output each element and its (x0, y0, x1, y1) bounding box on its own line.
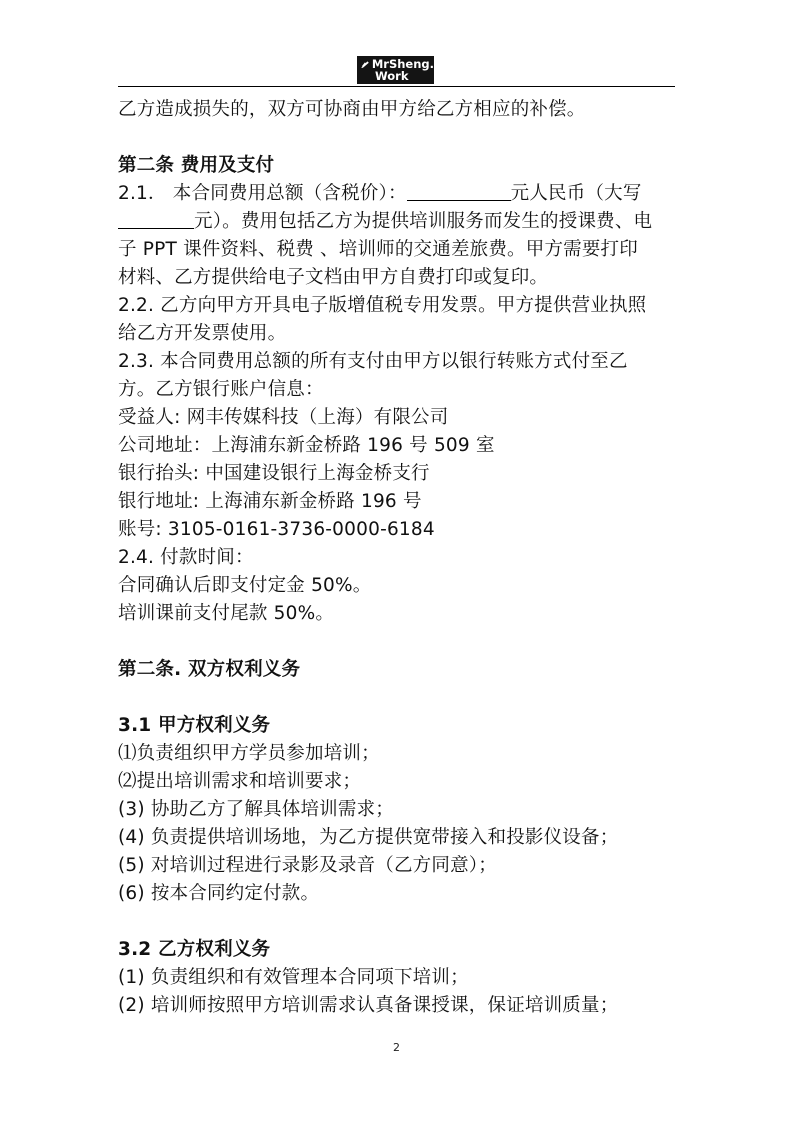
list-item: (6) 按本合同约定付款。 (118, 883, 320, 904)
logo-text-line1: MrSheng. (371, 57, 434, 71)
continuation-line: 乙方造成损失的，双方可协商由甲方给乙方相应的补偿。 (118, 99, 586, 120)
clause-2-4-title: 2.4. 付款时间： (118, 547, 254, 568)
company-address-line: 公司地址：上海浦东新金桥路 196 号 509 室 (118, 435, 495, 456)
section-2-title: 第二条 费用及支付 (118, 155, 275, 176)
clause-2-1-text-c: 元）。费用包括乙方为提供培训服务而发生的授课费、电 (194, 211, 653, 232)
header-rule (118, 86, 675, 87)
clause-2-1-text-a: 2.1． 本合同费用总额（含税价）： (118, 183, 407, 204)
amount-blank (407, 180, 511, 201)
clause-2-3-line2: 方。乙方银行账户信息： (118, 379, 324, 400)
payment-deposit-line: 合同确认后即支付定金 50%。 (118, 575, 372, 596)
brand-logo (357, 56, 434, 84)
beneficiary-line: 受益人: 网丰传媒科技（上海）有限公司 (118, 407, 449, 428)
section-3-1-title: 3.1 甲方权利义务 (118, 715, 271, 736)
bank-name-line: 银行抬头: 中国建设银行上海金桥支行 (118, 463, 430, 484)
list-item: (3) 协助乙方了解具体培训需求； (118, 799, 394, 820)
list-item: (4) 负责提供培训场地，为乙方提供宽带接入和投影仪设备； (118, 827, 619, 848)
page-number: 2 (393, 1041, 400, 1054)
clause-2-1-line2 (118, 208, 678, 236)
list-item: ⑴负责组织甲方学员参加培训； (118, 743, 380, 764)
account-line: 账号: 3105-0161-3736-0000-6184 (118, 519, 435, 540)
clause-2-3-line1: 2.3. 本合同费用总额的所有支付由甲方以银行转账方式付至乙 (118, 351, 628, 372)
section-3-title: 第二条. 双方权利义务 (118, 659, 301, 680)
feather-icon (361, 59, 369, 70)
bank-address-line: 银行地址: 上海浦东新金桥路 196 号 (118, 491, 422, 512)
clause-2-2-line1: 2.2. 乙方向甲方开具电子版增值税专用发票。甲方提供营业执照 (118, 295, 647, 316)
logo-text-line2: Work (375, 69, 409, 83)
document-body (118, 96, 678, 1020)
amount-uppercase-blank (118, 208, 194, 229)
payment-final-line: 培训课前支付尾款 50%。 (118, 603, 335, 624)
clause-2-1-text-b: 元人民币（大写 (510, 183, 642, 204)
list-item: (1) 负责组织和有效管理本合同项下培训； (118, 967, 469, 988)
clause-2-1-line1 (118, 180, 678, 208)
section-3-2-title: 3.2 乙方权利义务 (118, 939, 271, 960)
clause-2-1-line3: 子 PPT 课件资料、税费 、培训师的交通差旅费。甲方需要打印 (118, 239, 638, 260)
list-item: (5) 对培训过程进行录影及录音（乙方同意）； (118, 855, 497, 876)
list-item: (2) 培训师按照甲方培训需求认真备课授课，保证培训质量； (118, 995, 619, 1016)
clause-2-1-line4: 材料、乙方提供给电子文档由甲方自费打印或复印。 (118, 267, 549, 288)
clause-2-2-line2: 给乙方开发票使用。 (118, 323, 287, 344)
list-item: ⑵提出培训需求和培训要求； (118, 771, 362, 792)
